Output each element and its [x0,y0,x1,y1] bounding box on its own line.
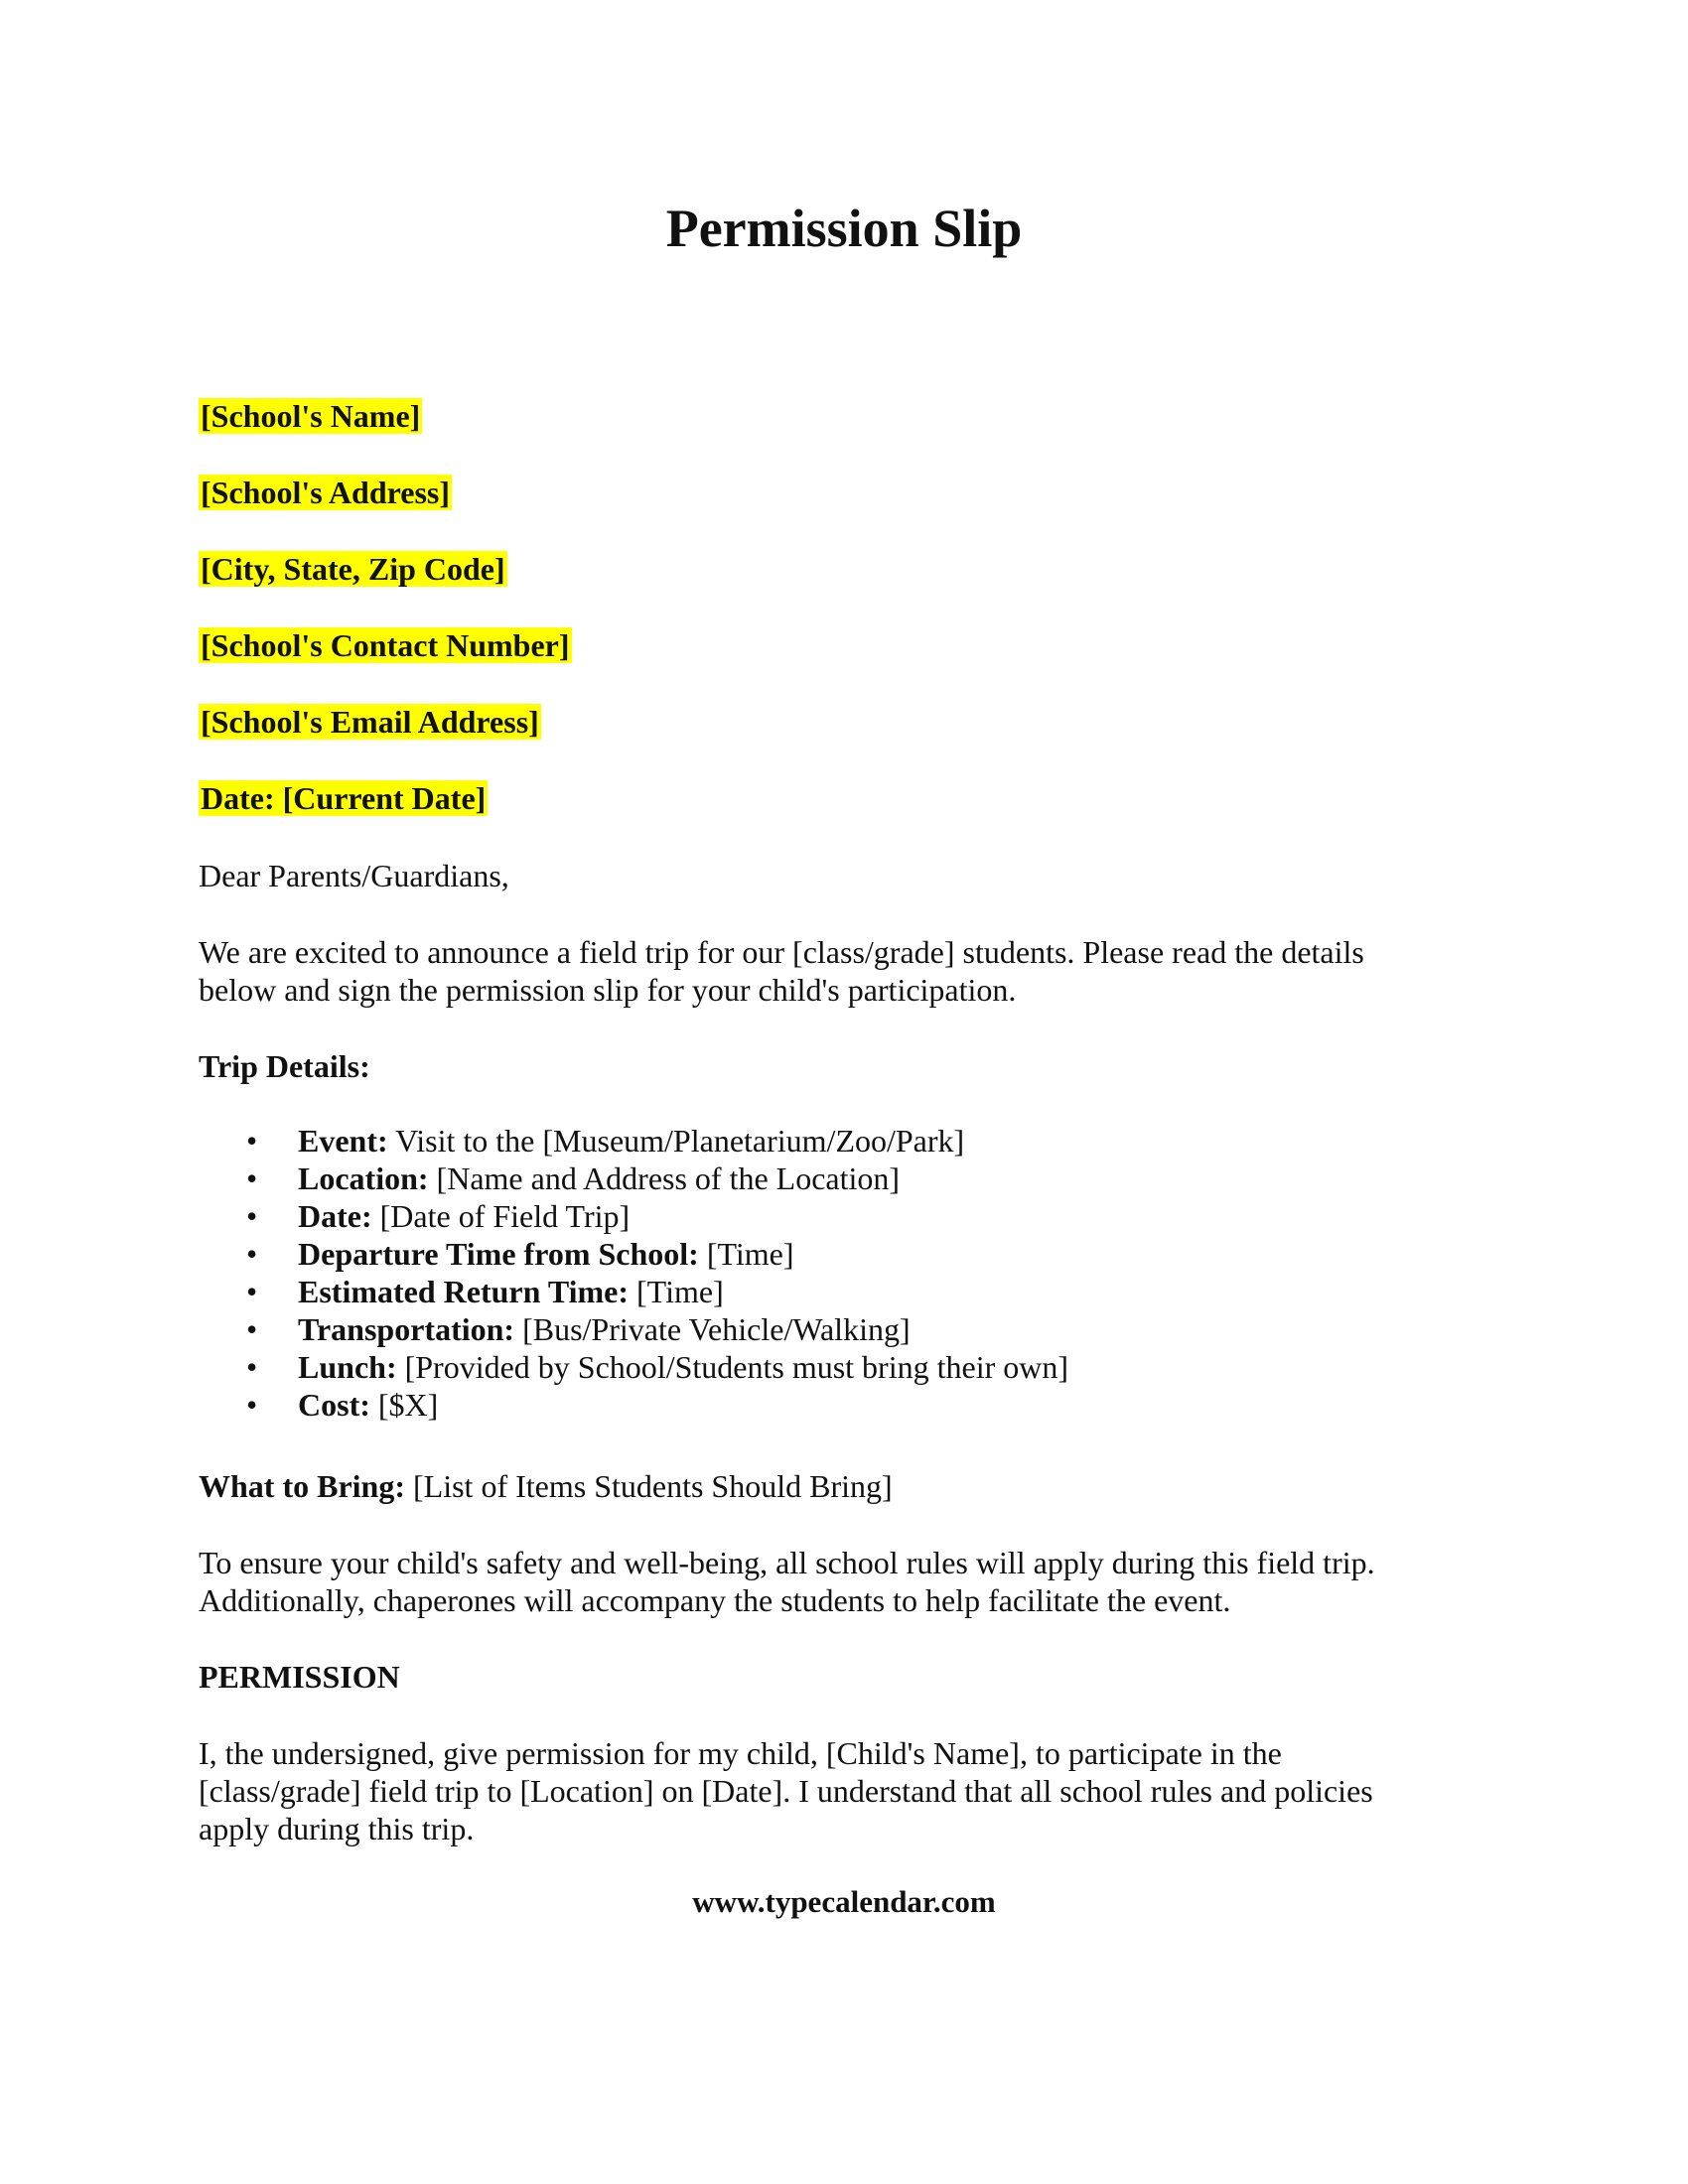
detail-label: Transportation: [298,1311,515,1347]
bullet-icon: • [246,1387,258,1423]
detail-label: Lunch: [298,1349,397,1385]
current-date: Date: [Current Date] [201,780,487,816]
school-address-line [199,474,1450,511]
permission-line: I, the undersigned, give permission for my child, [Child's Name], to participate in the [199,1735,1282,1771]
detail-label: Estimated Return Time: [298,1274,630,1309]
detail-label: Cost: [298,1387,370,1423]
school-address: [School's Address] [201,475,451,510]
permission-heading: PERMISSION [199,1659,400,1695]
bullet-icon: • [246,1236,258,1272]
school-email-line [199,703,1450,741]
permission-paragraph [199,1734,1450,1847]
trip-details-heading: Trip Details: [199,1048,370,1084]
what-to-bring [199,1467,1450,1505]
detail-label: Departure Time from School: [298,1236,699,1272]
list-item [199,1386,1068,1424]
detail-label: Event: [298,1123,388,1159]
school-contact-number: [School's Contact Number] [201,627,570,663]
detail-value: [Provided by School/Students must bring their own] [396,1349,1068,1385]
bullet-icon: • [246,1274,258,1309]
school-name-line [199,397,1450,435]
list-item [199,1160,1068,1197]
city-state-zip: [City, State, Zip Code] [201,551,505,587]
detail-value: [Date of Field Trip] [371,1198,631,1234]
detail-label: Date: [298,1198,372,1234]
detail-value: [$X] [369,1387,439,1423]
detail-value: [Name and Address of the Location] [428,1160,901,1196]
current-date-line [199,779,1450,817]
list-item [199,1197,1068,1235]
bullet-icon: • [246,1198,258,1234]
bullet-icon: • [246,1311,258,1347]
greeting: Dear Parents/Guardians, [199,858,509,893]
safety-line: Additionally, chaperones will accompany the students to help facilitate the event. [199,1582,1231,1618]
bullet-icon: • [246,1349,258,1385]
footer-url: www.typecalendar.com [692,1884,996,1919]
school-contact-line [199,626,1450,664]
detail-value: Visit to the [Museum/Planetarium/Zoo/Park] [387,1123,965,1159]
safety-paragraph [199,1544,1450,1619]
bullet-icon: • [246,1160,258,1196]
what-to-bring-label: What to Bring: [199,1468,405,1504]
list-item [199,1122,1068,1160]
detail-value: [Time] [698,1236,794,1272]
list-item [199,1310,1068,1348]
page-title: Permission Slip [665,199,1023,258]
intro-line: below and sign the permission slip for your child's participation. [199,972,1017,1008]
intro-line: We are excited to announce a field trip for our [class/grade] students. Please read the details [199,934,1364,970]
bullet-icon: • [246,1123,258,1159]
permission-line: [class/grade] field trip to [Location] on [Date]. I understand that all school rules and policies [199,1773,1373,1809]
safety-line: To ensure your child's safety and well-being, all school rules will apply during this field trip. [199,1545,1375,1580]
detail-value: [Time] [629,1274,724,1309]
permission-line: apply during this trip. [199,1811,475,1846]
school-name: [School's Name] [201,398,421,434]
list-item [199,1235,1068,1273]
list-item [199,1348,1068,1386]
intro-paragraph [199,933,1450,1009]
school-email: [School's Email Address] [201,704,539,740]
trip-details-list [199,1122,1068,1424]
city-state-zip-line [199,550,1450,588]
what-to-bring-value: [List of Items Students Should Bring] [405,1468,893,1504]
list-item [199,1273,1068,1310]
detail-value: [Bus/Private Vehicle/Walking] [514,1311,911,1347]
detail-label: Location: [298,1160,429,1196]
